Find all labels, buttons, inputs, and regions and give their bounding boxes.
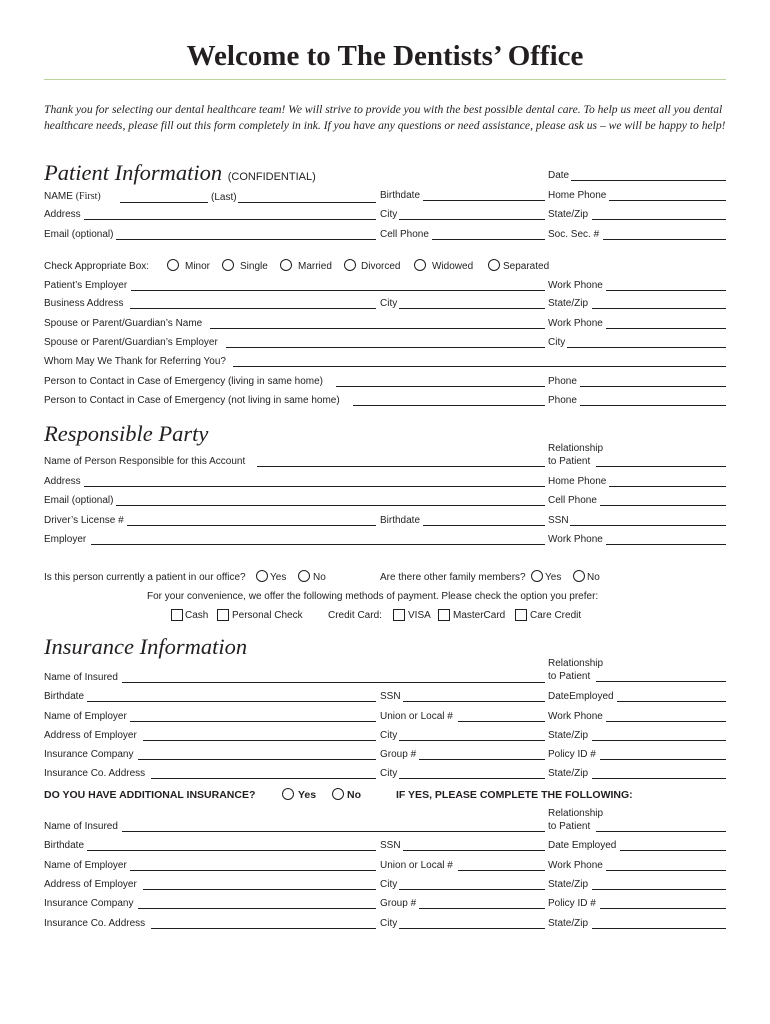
ins2-relationship-label-2: to Patient [548, 821, 591, 832]
cell-phone-label: Cell Phone [380, 229, 429, 240]
responsible-relationship-field[interactable] [596, 466, 726, 467]
ins2-policy-field[interactable] [600, 908, 726, 909]
ins2-company-address-label: Insurance Co. Address [44, 918, 146, 929]
patient-heading-text: Patient Information [44, 160, 223, 185]
ins2-birthdate-field[interactable] [87, 850, 376, 851]
co-city-label: City [380, 768, 398, 779]
co-state-zip-field[interactable] [592, 778, 726, 779]
personal-check-label: Personal Check [232, 610, 303, 621]
family-yes-label: Yes [545, 572, 562, 583]
if-yes-label: IF YES, PLEASE COMPLETE THE FOLLOWING: [396, 789, 633, 801]
group-field[interactable] [419, 759, 545, 760]
additional-yes-radio[interactable] [282, 788, 294, 800]
emergency-not-phone-label: Phone [548, 395, 577, 406]
care-credit-label: Care Credit [530, 610, 582, 621]
family-no-label: No [587, 572, 600, 583]
business-city-field[interactable] [399, 308, 545, 309]
name-label-text: NAME [44, 191, 73, 202]
work-phone-field[interactable] [606, 290, 726, 291]
ins2-ssn-label: SSN [380, 840, 401, 851]
business-city-label: City [380, 298, 398, 309]
responsible-cell-phone-field[interactable] [600, 505, 726, 506]
ins2-relationship-label-1: Relationship [548, 808, 604, 819]
business-state-zip-label: State/Zip [548, 298, 589, 309]
responsible-employer-field[interactable] [91, 544, 545, 545]
page-title: Welcome to The Dentists’ Office [186, 40, 584, 72]
business-address-label: Business Address [44, 298, 124, 309]
ins2-name-insured-label: Name of Insured [44, 821, 118, 832]
responsible-address-label: Address [44, 476, 81, 487]
current-patient-yes-label: Yes [270, 572, 287, 583]
company-address-label: Insurance Co. Address [44, 768, 146, 779]
city-label: City [380, 209, 398, 220]
ins-employer-field[interactable] [130, 721, 376, 722]
ins2-date-employed-field[interactable] [620, 850, 726, 851]
patient-section-heading [44, 160, 316, 190]
date-label: Date [548, 170, 570, 181]
work-phone-label: Work Phone [548, 280, 603, 291]
check-box-label: Check Appropriate Box: [44, 261, 150, 272]
additional-yes-label: Yes [298, 789, 317, 801]
responsible-email-field[interactable] [116, 505, 545, 506]
ins2-ssn-field[interactable] [403, 850, 545, 851]
divorced-label: Divorced [361, 261, 401, 272]
responsible-cell-phone-label: Cell Phone [548, 495, 597, 506]
ins-state-zip-label: State/Zip [548, 730, 589, 741]
single-label: Single [240, 261, 268, 272]
emergency-same-label: Person to Contact in Case of Emergency (living in same home) [44, 376, 324, 387]
responsible-birthdate-label: Birthdate [380, 515, 421, 526]
address-field[interactable] [84, 219, 376, 220]
state-zip-label: State/Zip [548, 209, 589, 220]
ins-birthdate-field[interactable] [87, 701, 376, 702]
emergency-not-label: Person to Contact in Case of Emergency (not living in same home) [44, 395, 340, 406]
cell-phone-field[interactable] [432, 239, 545, 240]
responsible-work-phone-field[interactable] [606, 544, 726, 545]
ins2-policy-label: Policy ID # [548, 898, 596, 909]
last-name-field[interactable] [238, 202, 376, 203]
responsible-employer-label: Employer [44, 534, 87, 545]
responsible-home-phone-label: Home Phone [548, 476, 607, 487]
first-name-field[interactable] [120, 202, 208, 203]
ins-ssn-field[interactable] [403, 701, 545, 702]
soc-sec-field[interactable] [603, 239, 726, 240]
home-phone-field[interactable] [609, 200, 726, 201]
insurance-section-heading: Insurance Information [44, 634, 248, 659]
birthdate-field[interactable] [423, 200, 545, 201]
ins-ssn-label: SSN [380, 691, 401, 702]
current-patient-label: Is this person currently a patient in our office? [44, 572, 246, 583]
spouse-name-label: Spouse or Parent/Guardian’s Name [44, 318, 203, 329]
license-field[interactable] [127, 525, 376, 526]
confidential-label: (CONFIDENTIAL) [227, 171, 316, 183]
ins2-union-field[interactable] [458, 870, 545, 871]
separated-radio[interactable] [488, 259, 500, 271]
ins2-city-field[interactable] [399, 889, 545, 890]
visa-label: VISA [408, 610, 431, 621]
business-state-zip-field[interactable] [592, 308, 726, 309]
union-label: Union or Local # [380, 711, 453, 722]
personal-check-checkbox[interactable] [217, 609, 229, 621]
name-insured-field[interactable] [122, 682, 545, 683]
ins2-employer-label: Name of Employer [44, 860, 127, 871]
patient-employer-label: Patient’s Employer [44, 280, 128, 291]
current-patient-no-label: No [313, 572, 326, 583]
married-radio[interactable] [280, 259, 292, 271]
ins2-group-label: Group # [380, 898, 417, 909]
state-zip-field[interactable] [592, 219, 726, 220]
responsible-email-label: Email (optional) [44, 495, 114, 506]
ins-work-phone-label: Work Phone [548, 711, 603, 722]
company-address-field[interactable] [151, 778, 376, 779]
spouse-name-field[interactable] [210, 328, 545, 329]
ins-company-field[interactable] [138, 759, 376, 760]
soc-sec-label: Soc. Sec. # [548, 229, 600, 240]
date-field[interactable] [571, 180, 726, 181]
spouse-employer-field[interactable] [226, 347, 545, 348]
city-field[interactable] [399, 219, 545, 220]
married-label: Married [298, 261, 332, 272]
ins2-co-state-zip-label: State/Zip [548, 918, 589, 929]
ins-city-label: City [380, 730, 398, 741]
emergency-same-phone-field[interactable] [580, 386, 726, 387]
union-field[interactable] [458, 721, 545, 722]
ins2-company-address-field[interactable] [151, 928, 376, 929]
additional-no-label: No [347, 789, 361, 801]
ins2-group-field[interactable] [419, 908, 545, 909]
cash-checkbox[interactable] [171, 609, 183, 621]
responsible-address-field[interactable] [84, 486, 545, 487]
policy-field[interactable] [600, 759, 726, 760]
visa-checkbox[interactable] [393, 609, 405, 621]
email-label: Email (optional) [44, 229, 114, 240]
ins2-birthdate-label: Birthdate [44, 840, 85, 851]
business-address-field[interactable] [130, 308, 376, 309]
ins2-work-phone-label: Work Phone [548, 860, 603, 871]
ins2-co-city-field[interactable] [399, 928, 545, 929]
cash-label: Cash [185, 610, 209, 621]
responsible-ssn-label: SSN [548, 515, 569, 526]
ins-relationship-field[interactable] [596, 681, 726, 682]
address-label: Address [44, 209, 81, 220]
date-employed-label: DateEmployed [548, 691, 614, 702]
ins2-state-zip-field[interactable] [592, 889, 726, 890]
referral-field[interactable] [233, 366, 726, 367]
title-divider [44, 79, 726, 80]
ins2-employer-address-label: Address of Employer [44, 879, 137, 890]
ins2-date-employed-label: Date Employed [548, 840, 617, 851]
ins-state-zip-field[interactable] [592, 740, 726, 741]
ins2-state-zip-label: State/Zip [548, 879, 589, 890]
additional-insurance-label: DO YOU HAVE ADDITIONAL INSURANCE? [44, 789, 256, 801]
last-label: (Last) [211, 192, 237, 203]
ins-birthdate-label: Birthdate [44, 691, 85, 702]
ins-work-phone-field[interactable] [606, 721, 726, 722]
ins2-co-city-label: City [380, 918, 398, 929]
group-label: Group # [380, 749, 417, 760]
employer-address-field[interactable] [143, 740, 376, 741]
mastercard-label: MasterCard [453, 610, 506, 621]
separated-label: Separated [503, 261, 550, 272]
ins2-co-state-zip-field[interactable] [592, 928, 726, 929]
emergency-not-field[interactable] [353, 405, 545, 406]
co-state-zip-label: State/Zip [548, 768, 589, 779]
ins-company-label: Insurance Company [44, 749, 134, 760]
ins2-employer-field[interactable] [130, 870, 376, 871]
date-employed-field[interactable] [617, 701, 726, 702]
family-members-label: Are there other family members? [380, 572, 526, 583]
spouse-work-phone-label: Work Phone [548, 318, 603, 329]
employer-address-label: Address of Employer [44, 730, 137, 741]
divorced-radio[interactable] [344, 259, 356, 271]
ins2-union-label: Union or Local # [380, 860, 453, 871]
care-credit-checkbox[interactable] [515, 609, 527, 621]
ins2-employer-address-field[interactable] [143, 889, 376, 890]
ins2-company-label: Insurance Company [44, 898, 134, 909]
first-label: (First) [75, 191, 101, 202]
family-no-radio[interactable] [573, 570, 585, 582]
email-field[interactable] [116, 239, 376, 240]
relationship-label-2: to Patient [548, 456, 591, 467]
responsible-name-field[interactable] [257, 466, 545, 467]
family-yes-radio[interactable] [531, 570, 543, 582]
additional-no-radio[interactable] [332, 788, 344, 800]
name-label [44, 191, 101, 203]
payment-note: For your convenience, we offer the following methods of payment. Please check the option you prefer: [147, 591, 599, 602]
relationship-label-1: Relationship [548, 443, 604, 454]
patient-employer-field[interactable] [131, 290, 545, 291]
ins-city-field[interactable] [399, 740, 545, 741]
current-patient-no-radio[interactable] [298, 570, 310, 582]
ins2-company-field[interactable] [138, 908, 376, 909]
widowed-radio[interactable] [414, 259, 426, 271]
birthdate-label: Birthdate [380, 190, 421, 201]
ins2-city-label: City [380, 879, 398, 890]
emergency-same-field[interactable] [336, 386, 545, 387]
co-city-field[interactable] [399, 778, 545, 779]
current-patient-yes-radio[interactable] [256, 570, 268, 582]
single-radio[interactable] [222, 259, 234, 271]
intro-text: Thank you for selecting our dental healthcare team! We will strive to provide you with the best possible dental care. To help us meet all you dental healthcare needs, please fill out this form completely in ink. If you have any questions or need assistance, please ask us – we will be happy to help! [44, 103, 726, 132]
responsible-birthdate-field[interactable] [423, 525, 545, 526]
responsible-home-phone-field[interactable] [609, 486, 726, 487]
ins-relationship-label-1: Relationship [548, 658, 604, 669]
minor-radio[interactable] [167, 259, 179, 271]
spouse-work-phone-field[interactable] [606, 328, 726, 329]
emergency-same-phone-label: Phone [548, 376, 577, 387]
responsible-ssn-field[interactable] [570, 525, 726, 526]
name-insured-label: Name of Insured [44, 672, 118, 683]
widowed-label: Widowed [432, 261, 474, 272]
minor-label: Minor [185, 261, 211, 272]
responsible-section-heading: Responsible Party [44, 421, 209, 446]
referral-label: Whom May We Thank for Referring You? [44, 356, 226, 367]
policy-label: Policy ID # [548, 749, 596, 760]
ins2-relationship-field[interactable] [596, 831, 726, 832]
home-phone-label: Home Phone [548, 190, 607, 201]
spouse-city-field[interactable] [567, 347, 726, 348]
spouse-employer-label: Spouse or Parent/Guardian’s Employer [44, 337, 218, 348]
ins2-name-insured-field[interactable] [122, 831, 545, 832]
ins-employer-label: Name of Employer [44, 711, 127, 722]
ins2-work-phone-field[interactable] [606, 870, 726, 871]
spouse-city-label: City [548, 337, 566, 348]
emergency-not-phone-field[interactable] [580, 405, 726, 406]
responsible-work-phone-label: Work Phone [548, 534, 603, 545]
license-label: Driver’s License # [44, 515, 124, 526]
ins-relationship-label-2: to Patient [548, 671, 591, 682]
credit-card-label: Credit Card: [328, 610, 382, 621]
mastercard-checkbox[interactable] [438, 609, 450, 621]
responsible-name-label: Name of Person Responsible for this Account [44, 456, 246, 467]
